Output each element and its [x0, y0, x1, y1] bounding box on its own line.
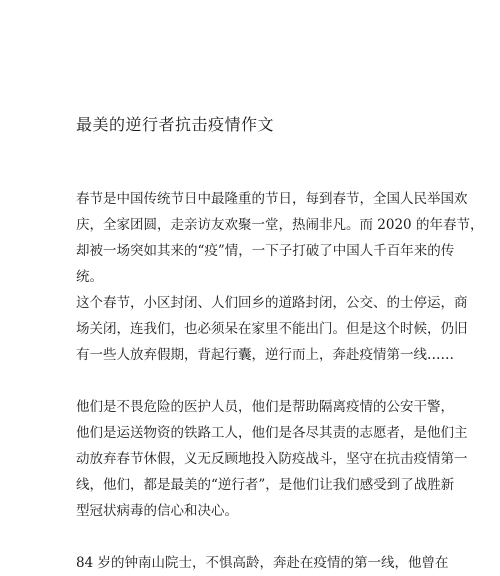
paragraph-line: 统。 — [76, 269, 103, 285]
paragraph-line: 却被一场突如其来的“疫”情，一下子打破了中国人千百年来的传 — [76, 243, 455, 259]
paragraph-2 — [76, 394, 468, 524]
paragraph-line: 线，他们，都是最美的“逆行者”，是他们让我们感受到了战胜新 — [76, 477, 455, 493]
paragraph-line: 庆，全家团圆，走亲访友欢聚一堂，热闹非凡。而 2020 的年春节， — [76, 217, 484, 233]
paragraph-line: 有一些人放弃假期，背起行囊，逆行而上，奔赴疫情第一线…… — [76, 347, 454, 363]
paragraph-3 — [76, 550, 449, 576]
paragraph-line: 动放弃春节休假，义无反顾地投入防疫战斗，坚守在抗击疫情第一 — [76, 451, 468, 467]
paragraph-1 — [76, 186, 484, 368]
paragraph-line: 84 岁的钟南山院士，不惧高龄，奔赴在疫情的第一线，他曾在 — [76, 555, 449, 571]
paragraph-line: 他们是运送物资的铁路工人，他们是各尽其责的志愿者，是他们主 — [76, 425, 468, 441]
paragraph-line: 他们是不畏危险的医护人员，他们是帮助隔离疫情的公安干警， — [76, 399, 454, 415]
paragraph-line: 场关闭，连我们，也必须呆在家里不能出门。但是这个时候，仍旧 — [76, 321, 468, 337]
document-title: 最美的逆行者抗击疫情作文 — [76, 115, 275, 134]
paragraph-line: 这个春节，小区封闭、人们回乡的道路封闭，公交、的士停运，商 — [76, 295, 468, 311]
paragraph-line: 春节是中国传统节日中最隆重的节日，每到春节，全国人民举国欢 — [76, 191, 468, 207]
paragraph-line: 型冠状病毒的信心和决心。 — [76, 503, 238, 519]
